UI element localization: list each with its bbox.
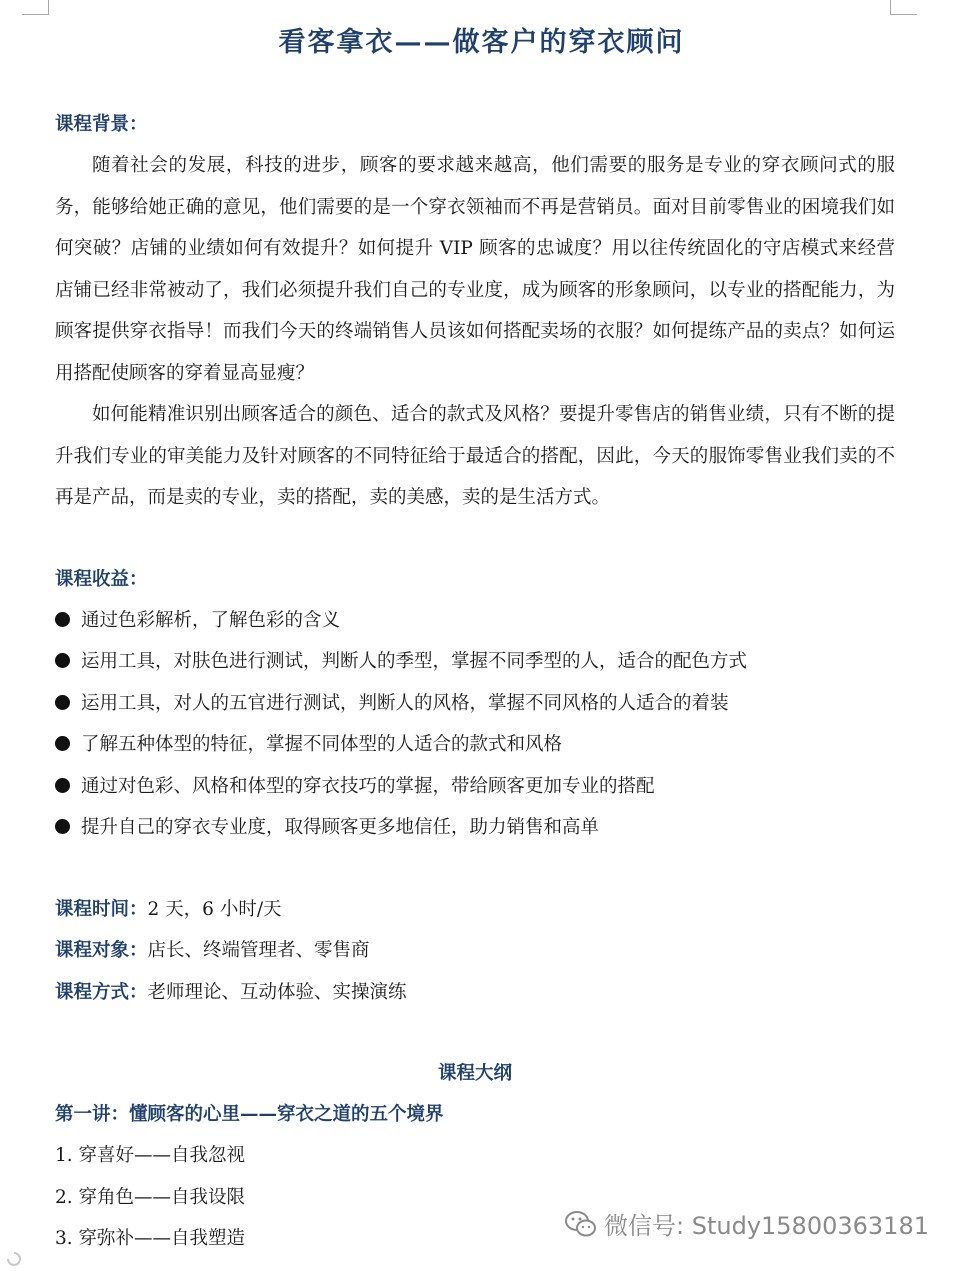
spacer: [55, 849, 895, 889]
list-item-text: 运用工具，对人的五官进行测试，判断人的风格，掌握不同风格的人适合的着装: [81, 692, 729, 714]
outline-item: 3. 穿弥补——自我塑造: [55, 1228, 246, 1249]
course-time-value: 2 天，6 小时/天: [147, 898, 282, 920]
bullet-icon: [55, 695, 70, 710]
list-item: [55, 683, 895, 725]
section-heading-benefits: 课程收益：: [55, 568, 148, 590]
bullet-icon: [55, 653, 70, 668]
bullet-icon: [55, 819, 70, 834]
list-item: [55, 807, 895, 849]
outline-title: 课程大纲: [437, 1063, 512, 1084]
page-corner-mark-left: [22, 0, 49, 15]
list-item: [55, 641, 895, 683]
watermark-text: 微信号: Study15800363181: [604, 1212, 929, 1240]
wechat-watermark: [564, 1206, 929, 1241]
corner-logo-watermark: [6, 1251, 26, 1267]
logo-icon: [6, 1251, 22, 1267]
course-method-row: [55, 972, 895, 1014]
course-audience-value: 店长、终端管理者、零售商: [147, 940, 370, 961]
list-item-text: 通过色彩解析，了解色彩的含义: [81, 609, 341, 631]
spacer: [55, 1013, 895, 1053]
bullet-icon: [55, 778, 70, 793]
course-method-value: 老师理论、互动体验、实操演练: [147, 981, 407, 1003]
course-method-label: 课程方式：: [55, 981, 148, 1003]
background-paragraph-2: 如何能精准识别出顾客适合的颜色、适合的款式及风格？要提升零售店的销售业绩，只有不断的提升我们专业的审美能力及针对顾客的不同特征给于最适合的搭配，因此，今天的服饰零售业我们卖的不再是产品，而是卖的专业，卖的搭配，卖的美感，卖的是生活方式。: [55, 404, 895, 508]
document-title: 看客拿衣——做客户的穿衣顾问: [278, 27, 685, 58]
outline-item: 1. 穿喜好——自我忽视: [55, 1145, 246, 1166]
list-item: [55, 724, 895, 766]
bullet-icon: [55, 612, 70, 627]
list-item: [55, 600, 895, 642]
page-corner-mark-right: [890, 0, 917, 15]
list-item-text: 提升自己的穿衣专业度，取得顾客更多地信任，助力销售和高单: [81, 817, 600, 838]
spacer: [55, 519, 895, 559]
bullet-icon: [55, 736, 70, 751]
list-item-text: 运用工具，对肤色进行测试，判断人的季型，掌握不同季型的人，适合的配色方式: [81, 651, 748, 672]
list-item-text: 了解五种体型的特征，掌握不同体型的人适合的款式和风格: [81, 734, 563, 755]
course-time-label: 课程时间：: [55, 898, 148, 920]
course-audience-label: 课程对象：: [55, 940, 148, 961]
lecture-1-heading: 第一讲：懂顾客的心里——穿衣之道的五个境界: [55, 1104, 444, 1125]
list-item: [55, 766, 895, 808]
background-paragraph-1: 随着社会的发展，科技的进步，顾客的要求越来越高，他们需要的服务是专业的穿衣顾问式的服务，能够给她正确的意见，他们需要的是一个穿衣领袖而不再是营销员。面对目前零售业的困境我们如何突破？店铺的业绩如何有效提升？如何提升 VIP 顾客的忠诚度？用以往传统固化的守店模式来经营店铺已经非常被动了，我们必须提升我们自己的专业度，成为顾客的形象顾问，以专业的搭配能力，为顾客提供穿衣指导！而我们今天的终端销售人员该如何搭配卖场的衣服？如何提练产品的卖点？如何运用搭配使顾客的穿着显高显瘦？: [55, 155, 895, 384]
course-audience-row: [55, 930, 895, 972]
section-heading-background: 课程背景：: [55, 114, 148, 135]
outline-item: 2. 穿角色——自我设限: [55, 1186, 246, 1208]
course-time-row: [55, 889, 895, 931]
list-item-text: 通过对色彩、风格和体型的穿衣技巧的掌握，带给顾客更加专业的搭配: [81, 775, 655, 797]
benefits-list: [55, 600, 895, 849]
document-body: [55, 104, 895, 1260]
wechat-icon: [564, 1209, 598, 1239]
